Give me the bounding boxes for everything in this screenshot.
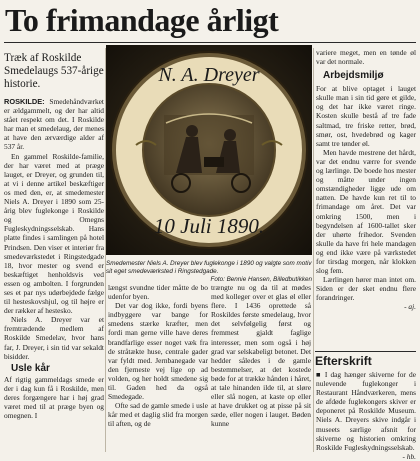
caption-text: Smedemester Niels A. Dreyer blev fuglekonge i 1890 og valgte som motiv sit eget smedeværksted i Ringstedgade. <box>106 260 312 275</box>
paragraph <box>4 97 104 152</box>
subheading-usle-kar: Usle kår <box>11 362 50 374</box>
bullet-square-icon: ■ <box>316 370 322 379</box>
plate-bottom-inscription: 10 Juli 1890. <box>153 214 265 238</box>
photo-caption <box>106 260 312 284</box>
plate-illustration <box>106 45 312 255</box>
column-4 <box>316 48 416 312</box>
efterskrift-rule <box>315 351 416 352</box>
article-deck: Træk af Roskilde Smedelaugs 537-årige historie. <box>4 52 104 90</box>
headline-rule <box>4 42 416 43</box>
dateline: ROSKILDE: <box>4 97 45 106</box>
paragraph-text: Smedehåndværket er ældgammelt, og der har altid stået respekt om det. I Roskilde har man et smedelaug, der menes at have den ærværdige alder af 537 år. <box>4 97 104 152</box>
column-2 <box>108 283 208 429</box>
paragraph: Ofte sad de gamle smede i usle kår med et daglig slid fra morgen til aften, og de <box>108 401 208 429</box>
paragraph: trængte nu og da til at mødes med kolleger over et glas øl eller flere. I 1436 oprettede så Roskildes første smedelaug, hvor det selvfølgelig først og fremmest gjaldt faglige interesser, men som også i høj grad var selskabeligt betonet. Det hedder således i de gamle bestemmelser, at det kostede bøde for at trække hånden i håret, at tale hinanden ilde til, at sløre eller slå nogen, at kaste op eller at have drukket og at pisse på sit sæde, eller nogen i lauget. Bøden kunne <box>211 283 311 429</box>
paragraph: Det var dog ikke, fordi byens indbyggere var bange for smedens stærke kræfter, men fordi man gerne ville have deres brandfarlige esser noget væk fra de stråtækte huse, centrale gader var fyldt med. Jernbanegade var den fjerneste vej lige op ad volden, og her holdt smedene sig til. Gaden hed da også Smedegade. <box>108 301 208 402</box>
paragraph: For at blive optaget i lauget skulle man i sin tid gøre et gilde, og det har ikke været ringe. Kosten skulle bestå af tre fade saltmad, tre friske retter, brød, smør, ost, hvedebrød og kager samt tre tønder øl. <box>316 84 416 148</box>
efterskrift-body <box>316 370 416 461</box>
paragraph: Niels A. Dreyer var et fremtrædende medlem af Roskilde Smedelav, hvor hans far, J. Dreyer, i sin tid var sekaldt bisidder. <box>4 315 104 361</box>
author-signature: - hb. <box>402 451 416 461</box>
photo-credit: Foto: Bennie Hansen, Billedbutikken <box>210 276 312 283</box>
fuglekonge-plate-photo <box>106 45 312 255</box>
paragraph: Lærlingen hører man intet om. Siden er der sket endnu flere forandringer. <box>316 275 416 303</box>
paragraph: Af rigtig gammeldags smede er der i dag kun få i Roskilde, men deres forgængere har i høj grad været med til at præge byen og omegnen. I <box>4 374 104 421</box>
paragraph-text: I dag hænger skiverne for de nulevende fuglekonger i Restaurant Håndværkeren, mens de afdøde fuglekongers skiver er deponeret på Roskilde Museum. Niels A. Dreyers skive indgår i museets særlige afsnit for skiverne og historien omkring Roskilde Fugleskydningsselskab. <box>316 370 416 452</box>
paragraph <box>316 370 416 452</box>
subheading-efterskrift: Efterskrift <box>315 354 372 368</box>
author-signature: - aj. <box>404 302 416 312</box>
paragraph: variere meget, men en tønde øl var det normale. <box>316 48 416 67</box>
paragraph: Men havde mestrene det hårdt, var det endnu værre for svende og lærlinge. De boede hos mester og måtte under ingen omstændigheder ligge ude om natten. De havde kun ret til to frimandage om året. Det var omkring 1500, men i begyndelsen af 1600-tallet sker der uhørte frihedor. Svenden skulle da have fri hele mandagen og end ikke være på værkstedet for tirsdag morgen, når klokken slog fem. <box>316 147 416 276</box>
paragraph: længst svundne tider måtte de bo udenfor byen. <box>108 283 208 302</box>
plate-top-inscription: N. A. Dreyer <box>158 64 260 86</box>
column-divider <box>313 48 314 452</box>
headline: To frimandage årligt <box>5 2 279 38</box>
paragraph: En gammel Roskilde-familie, der har været med at præge lauget, er Dreyer, og grunden til, at vi i denne artikel beskæftiger os med den, er, at smedemester Niels A. Dreyer i 1890 som 25-årig blev fuglekonge i Roskilde og Omegns Fugleskydningsselskab. Hans platte findes i samlingen på hotel Prindsen. Den viser et interiør fra smedeværkstedet i Ringstedgade 18, hvor mester og svend er beskæftiget henholdsvis ved essen og ambolten. I forgrunden ses et par nys udørbejdede fælge til hesteskovshjul, og til højre er der rækker af hestesko. <box>4 151 104 316</box>
column-1 <box>4 97 104 420</box>
column-3 <box>211 283 311 429</box>
subheading-arbejdsmiljo: Arbejdsmiljø <box>323 70 384 82</box>
